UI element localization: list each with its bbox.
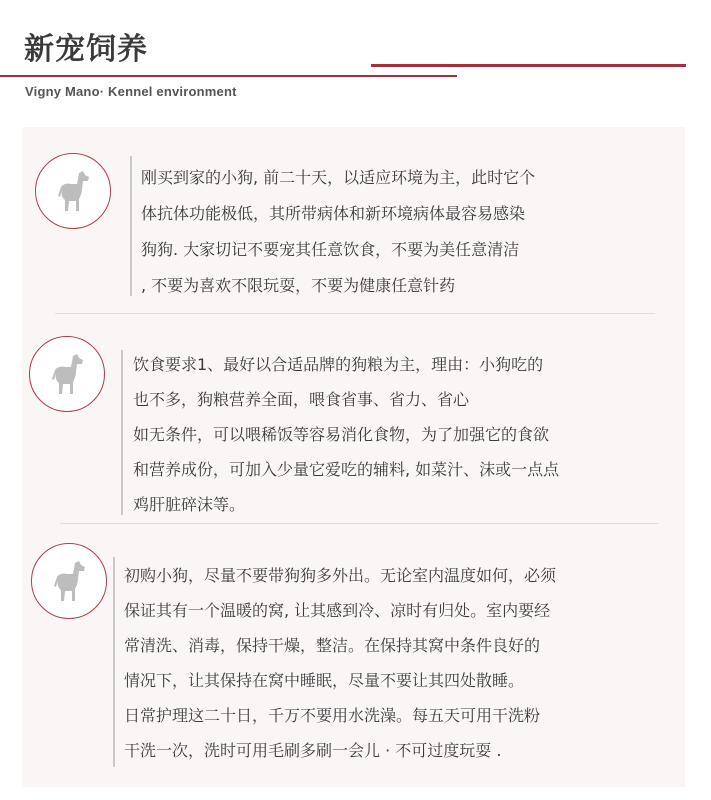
section-icon-badge — [29, 336, 105, 412]
header-divider-right — [371, 64, 686, 67]
header-divider-left — [0, 75, 457, 77]
dog-icon — [49, 167, 97, 215]
section-divider-bar — [113, 557, 115, 767]
section-icon-badge — [31, 543, 107, 619]
text-line: 日常护理这二十日，千万不要用水洗澡。每五天可用干洗粉 — [124, 706, 541, 725]
text-line: 饮食要求1、最好以合适品牌的狗粮为主，理由：小狗吃的 — [133, 355, 544, 374]
section-separator — [60, 523, 658, 524]
text-line: 初购小狗，尽量不要带狗狗多外出。无论室内温度如何，必须 — [124, 566, 557, 585]
text-line: 常清洗、消毒，保持干燥，整洁。在保持其窝中条件良好的 — [124, 636, 541, 655]
page-title: 新宠饲养 — [24, 32, 148, 67]
text-line: 鸡肝脏碎沫等。 — [133, 495, 246, 514]
section-divider-bar — [130, 156, 132, 296]
text-line: 如无条件，可以喂稀饭等容易消化食物，为了加强它的食欲 — [133, 425, 550, 444]
dog-icon — [43, 350, 91, 398]
text-line: 刚买到家的小狗, 前二十天，以适应环境为主，此时它个 — [141, 168, 536, 187]
text-line: , 不要为喜欢不限玩耍，不要为健康任意针药 — [141, 276, 456, 295]
section-text — [133, 347, 559, 522]
section-separator — [55, 313, 655, 314]
text-line: 和营养成份，可加入少量它爱吃的辅料, 如菜汁、沫或一点点 — [133, 460, 560, 479]
text-line: 狗狗. 大家切记不要宠其任意饮食，不要为美任意清洁 — [141, 240, 520, 259]
section-divider-bar — [121, 350, 123, 515]
dog-icon — [45, 557, 93, 605]
section-text — [124, 558, 556, 768]
text-line: 情况下，让其保持在窝中睡眠，尽量不要让其四处散睡。 — [124, 671, 525, 690]
text-line: 体抗体功能极低，其所带病体和新环境病体最容易感染 — [141, 204, 526, 223]
page-subtitle: Vigny Mano· Kennel environment — [25, 84, 237, 99]
section-icon-badge — [35, 153, 111, 229]
text-line: 也不多，狗粮营养全面，喂食省事、省力、省心 — [133, 390, 470, 409]
section-text — [141, 160, 535, 304]
text-line: 干洗一次，洗时可用毛刷多刷一会儿 · 不可过度玩耍 . — [124, 741, 502, 760]
text-line: 保证其有一个温暖的窝, 让其感到冷、凉时有归处。室内要经 — [124, 601, 551, 620]
